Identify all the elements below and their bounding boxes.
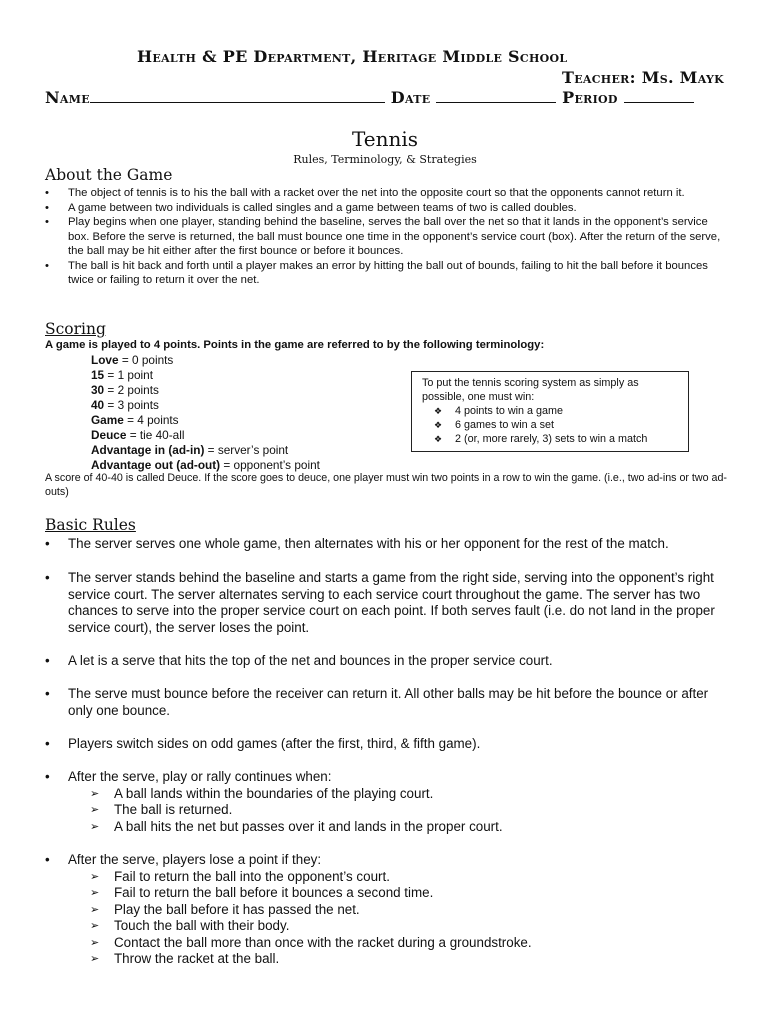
period-blank[interactable] (624, 89, 694, 103)
term-def: = server’s point (204, 443, 289, 457)
list-item (45, 852, 728, 968)
box-list (422, 404, 678, 446)
sub-list-item: ➢ The ball is returned. (68, 802, 728, 819)
list-item-text: • After the serve, play or rally continues when: (68, 769, 332, 784)
list-item: ❖ 6 games to win a set (422, 418, 678, 432)
date-label: Date (390, 88, 431, 107)
list-item (45, 769, 728, 835)
list-item: • The server serves one whole game, then alternates with his or her opponent for the rest of the match. (45, 536, 728, 553)
page-subtitle: Rules, Terminology, & Strategies (293, 153, 477, 166)
term-def: = 3 points (104, 398, 159, 412)
list-item: • Play begins when one player, standing behind the baseline, serves the ball over the net so that it lands in the opponent’s service box. Before the serve is returned, the ball must bounce one time in the opponent’s service court (box). After the return of the serve, the ball may be hit either after the first bounce or before it bounces. (45, 215, 725, 259)
name-label: Name (45, 88, 90, 107)
rules-heading: Basic Rules (45, 516, 136, 534)
term-row (91, 413, 320, 428)
term-def: = tie 40-all (126, 428, 185, 442)
list-item: • Players switch sides on odd games (after the first, third, & fifth game). (45, 736, 728, 753)
term-def: = 0 points (118, 353, 174, 367)
sub-list-item: ➢ Play the ball before it has passed the net. (68, 902, 728, 919)
term-name: Advantage out (ad-out) (91, 458, 221, 472)
sub-list-item: ➢ A ball lands within the boundaries of the playing court. (68, 786, 728, 803)
sub-list-item: ➢ Touch the ball with their body. (68, 918, 728, 935)
list-item: • A let is a serve that hits the top of the net and bounces in the proper service court. (45, 653, 728, 670)
about-list (45, 186, 725, 288)
student-info-line (45, 88, 694, 107)
term-name: Love (91, 353, 119, 367)
term-name: 15 (91, 368, 105, 382)
scoring-heading: Scoring (45, 320, 106, 338)
sub-list-item: ➢ Fail to return the ball before it bounces a second time. (68, 885, 728, 902)
term-row (91, 443, 320, 458)
sub-list-item: ➢ Contact the ball more than once with the racket during a groundstroke. (68, 935, 728, 952)
term-name: Deuce (91, 428, 127, 442)
term-def: = 4 points (123, 413, 179, 427)
scoring-intro: A game is played to 4 points. Points in the game are referred to by the following terminology: (45, 339, 545, 351)
term-def: = 2 points (104, 383, 159, 397)
list-item: • The serve must bounce before the receiver can return it. All other balls may be hit before the bounce or after only one bounce. (45, 686, 728, 719)
list-item: • The ball is hit back and forth until a player makes an error by hitting the ball out of bounds, failing to hit the ball before it bounces twice or failing to return it over the net. (45, 259, 725, 288)
term-row (91, 368, 320, 383)
term-row (91, 383, 320, 398)
name-blank[interactable] (90, 89, 385, 103)
period-label: Period (562, 88, 618, 107)
term-name: Game (91, 413, 124, 427)
term-def: = opponent’s point (220, 458, 320, 472)
term-def: = 1 point (104, 368, 153, 382)
list-item: • The server stands behind the baseline and starts a game from the right side, serving into the opponent’s right service court. The server alternates serving to each service court throughout the game. The server has two chances to serve into the proper service court on each point. If both serves fault (i.e. do not land in the proper service court), the server loses the point. (45, 570, 728, 636)
term-row (91, 398, 320, 413)
sub-list-item: ➢ Throw the racket at the ball. (68, 951, 728, 968)
list-item: • A game between two individuals is called singles and a game between teams of two is called doubles. (45, 201, 725, 216)
sub-list-item: ➢ Fail to return the ball into the opponent’s court. (68, 869, 728, 886)
term-name: 40 (91, 398, 105, 412)
list-item-text: • After the serve, players lose a point if they: (68, 852, 322, 867)
lose-point-list (68, 869, 728, 968)
scoring-summary-box (411, 371, 689, 452)
term-row (91, 353, 320, 368)
deuce-note: A score of 40-40 is called Deuce. If the score goes to deuce, one player must win two points in a row to win the game. (i.e., two ad-ins or two ad-outs) (45, 472, 727, 498)
term-name: 30 (91, 383, 105, 397)
list-item: • The object of tennis is to his the ball with a racket over the net into the opposite court so that the opponents cannot return it. (45, 186, 725, 201)
date-blank[interactable] (436, 89, 556, 103)
department-header: Health & PE Department, Heritage Middle School (137, 47, 568, 66)
list-item: ❖ 4 points to win a game (422, 404, 678, 418)
rally-continues-list (68, 786, 728, 836)
about-heading: About the Game (45, 166, 173, 184)
term-row (91, 428, 320, 443)
box-text: To put the tennis scoring system as simply as possible, one must win: (422, 377, 639, 403)
page-title: Tennis (351, 127, 419, 151)
teacher-header: Teacher: Ms. Mayk (562, 68, 724, 87)
sub-list-item: ➢ A ball hits the net but passes over it and lands in the proper court. (68, 819, 728, 836)
list-item: ❖ 2 (or, more rarely, 3) sets to win a match (422, 432, 678, 446)
scoring-terms (91, 353, 320, 473)
term-name: Advantage in (ad-in) (91, 443, 205, 457)
